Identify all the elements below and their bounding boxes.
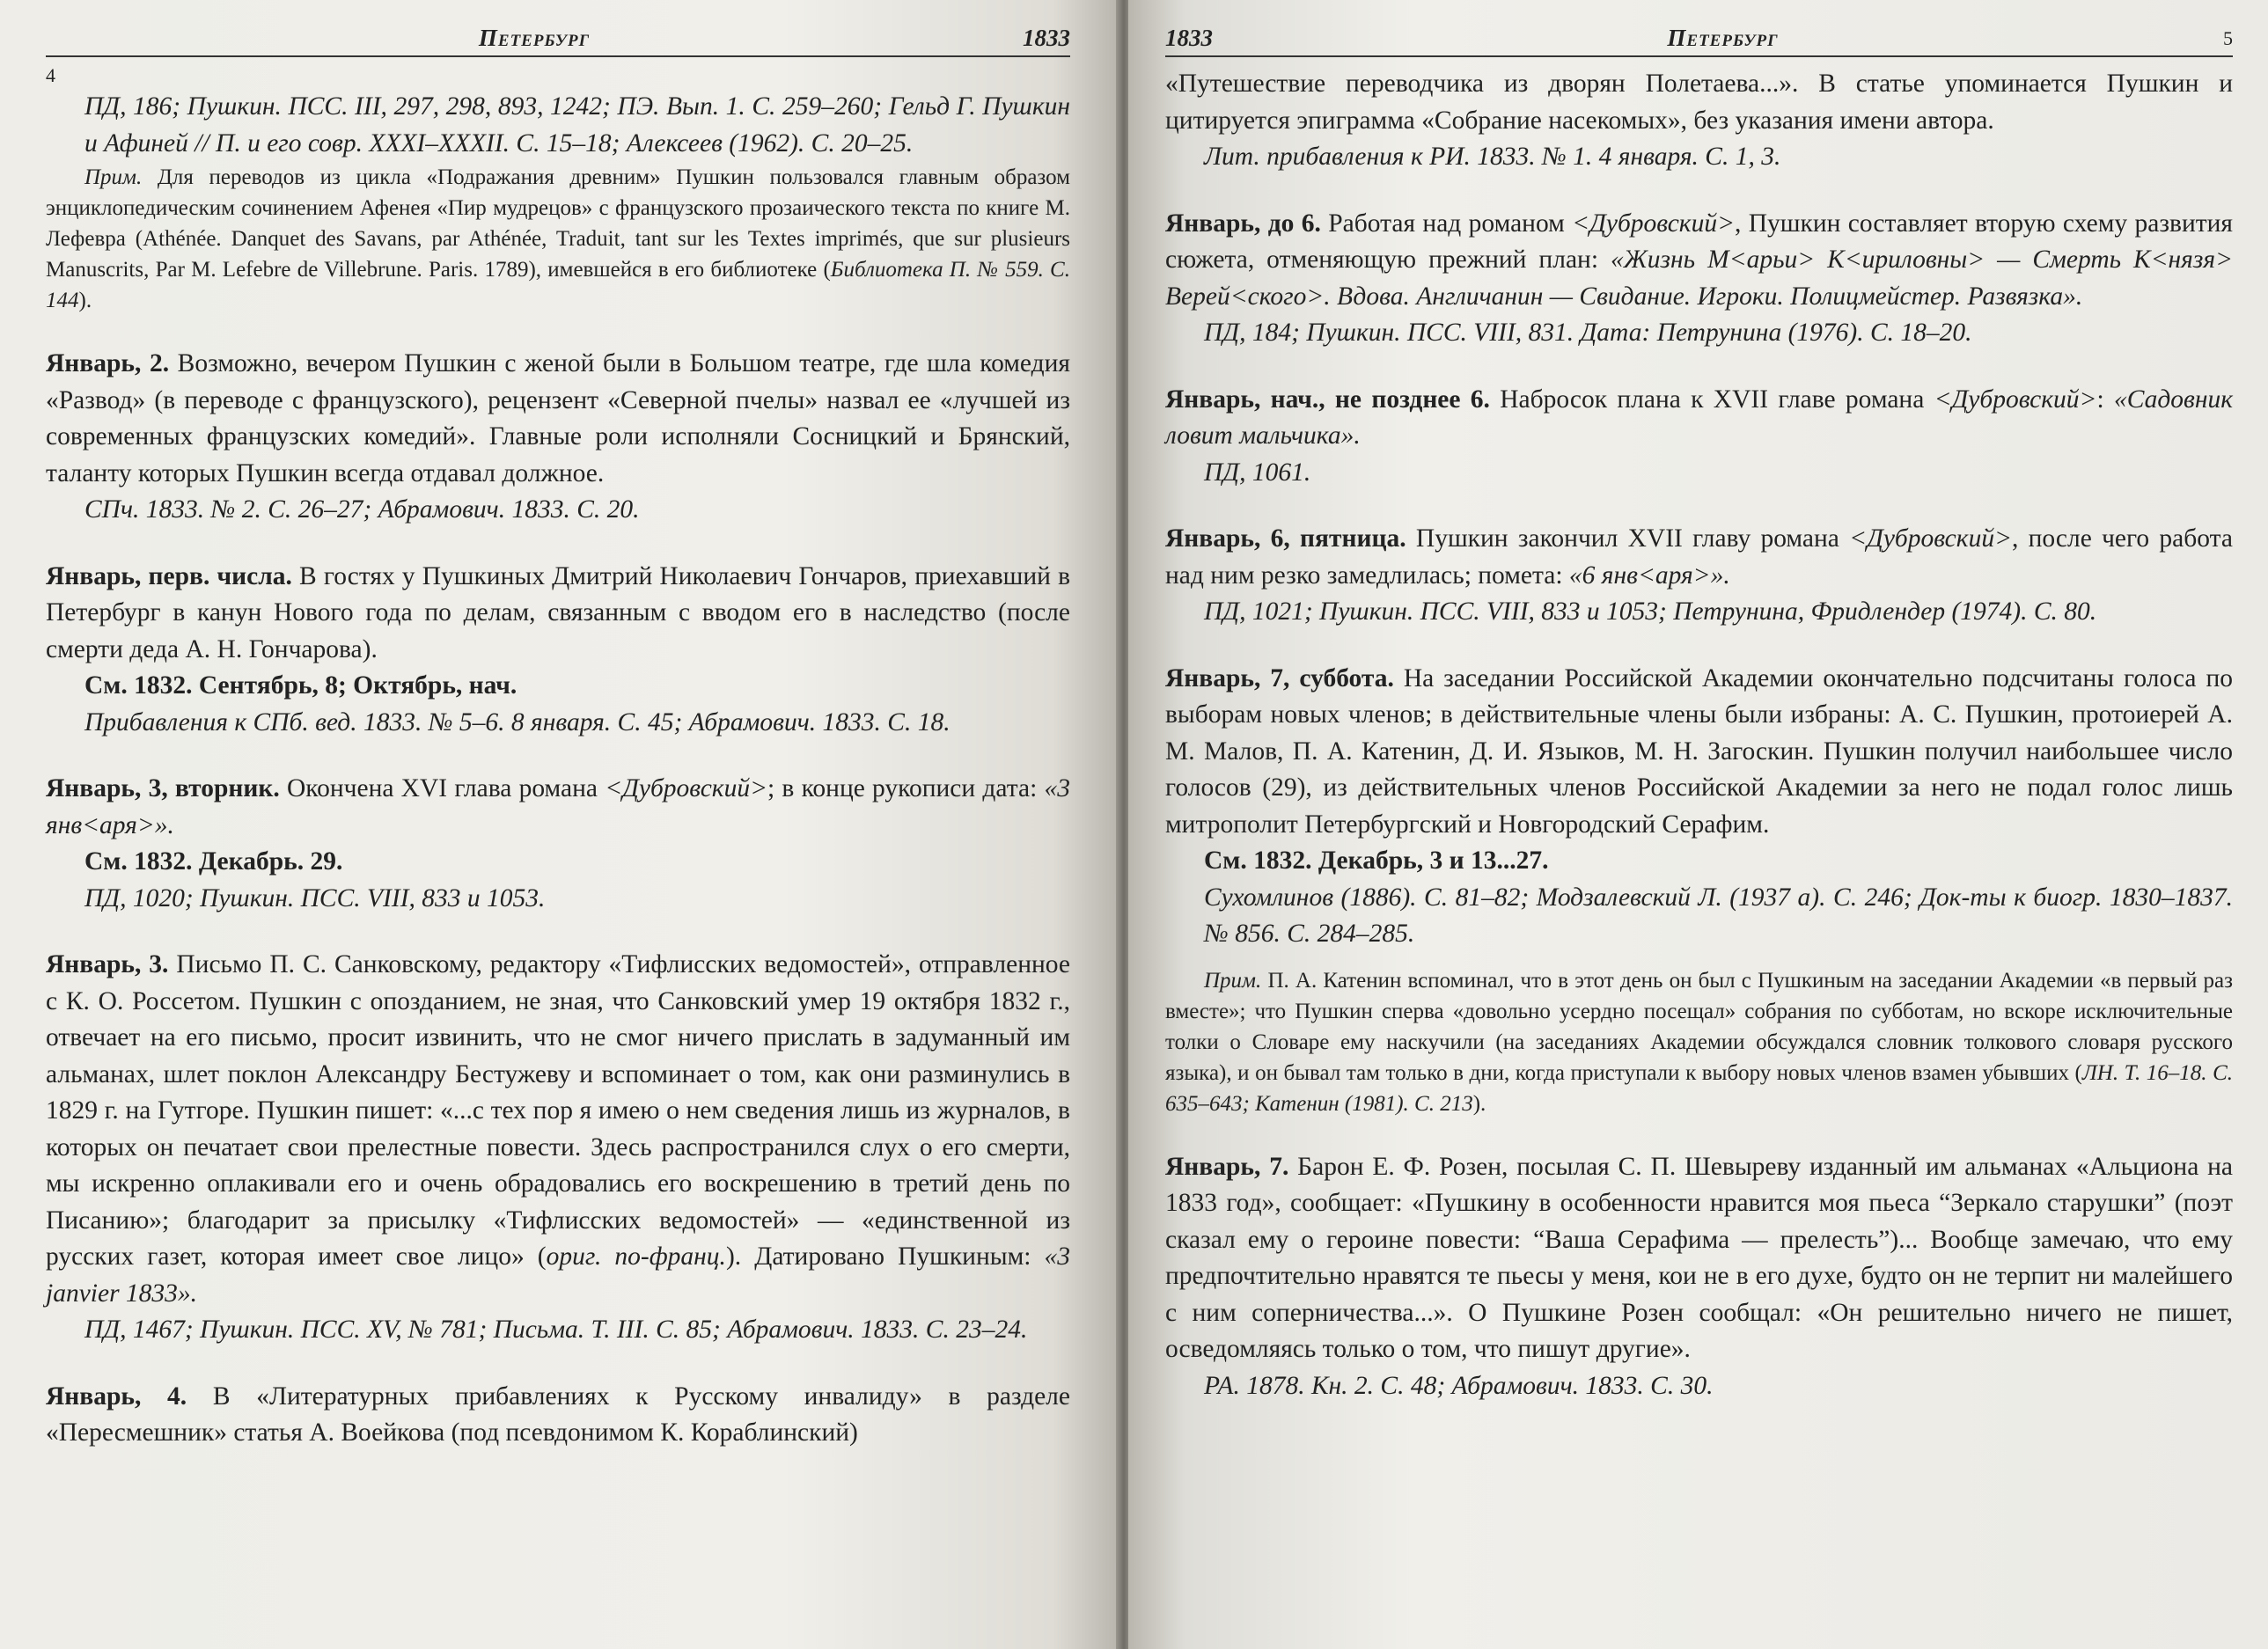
note-end: ).	[78, 289, 92, 312]
entry-text	[1165, 521, 2233, 594]
entry	[1165, 382, 2233, 492]
entry-body-italic-2: «3 janvier 1833».	[46, 1242, 1070, 1308]
entry-body-cont: ). Датировано Пушкиным:	[725, 1242, 1045, 1271]
note-label: Прим.	[84, 165, 143, 189]
entry-body-italic-2: «Садовник ловит мальчика».	[1165, 385, 2234, 450]
entry-date: Январь, 4.	[46, 1381, 187, 1411]
entry-text	[1165, 661, 2233, 844]
entry-date: Январь, перв. числа.	[46, 561, 292, 590]
entry	[46, 771, 1070, 917]
entry-body-italic: <Дубровский>	[1572, 209, 1735, 238]
entry-date: Январь, 6, пятница.	[1165, 524, 1406, 553]
entry-text	[46, 1379, 1070, 1452]
entry-text	[46, 346, 1070, 492]
entry-date: Январь, до 6.	[1165, 209, 1321, 238]
entry-body: Барон Е. Ф. Розен, посылая С. П. Шевыреву изданный им альманах «Альциона на 1833 год», сообщает: «Пушкину в особенности нравится моя пьеса “Зеркало старушки” (поэт сказал ему о героине повести: “Ваша Серафима — прелесть”)... Вообще замечаю, что ему предпочтительно нравятся те пьесы у меня, кои не в его духе, будто он не терпит ни малейшего с ним соперничества...». О Пушкине Розен сообщал: «Он решительно ничего не пишет, осведомляясь только о том, что пишут другие».	[1165, 1152, 2233, 1363]
entry	[46, 1379, 1070, 1452]
entry-text	[1165, 1149, 2233, 1368]
entry-body: В гостях у Пушкиных Дмитрий Николаевич Гончаров, приехавший в Петербург в канун Нового года по делам, связанным с вводом его в наследство (после смерти деда А. Н. Гончарова).	[46, 561, 1070, 663]
entry-date: Январь, 7.	[1165, 1152, 1289, 1181]
entry-body-italic-2: «3 янв<аря>».	[46, 774, 1070, 839]
entry-body-cont: , после чего работа над ним резко замедлилась; помета:	[1165, 524, 2233, 590]
entry	[1165, 206, 2233, 352]
entry-reference: Лит. прибавления к РИ. 1833. № 1. 4 января. С. 1, 3.	[1204, 143, 1781, 171]
running-head	[46, 25, 1070, 57]
entry-date: Январь, 2.	[46, 349, 170, 377]
page-content	[46, 89, 1070, 1452]
entry	[1165, 66, 2233, 176]
page-number: 4	[46, 64, 55, 86]
entry-text	[46, 771, 1070, 844]
entry-body-cont: , Пушкин составляет вторую схему развития сюжета, отменяющую прежний план:	[1165, 209, 2233, 274]
page-content	[1165, 66, 2233, 1404]
entry	[46, 346, 1070, 529]
note-label: Прим.	[1204, 968, 1262, 993]
entry	[46, 947, 1070, 1349]
entry-date: Январь, нач., не позднее 6.	[1165, 385, 1490, 414]
entry-date: Январь, 7, суббота.	[1165, 663, 1394, 693]
note-end: ).	[1472, 1091, 1486, 1116]
entry-body: Письмо П. С. Санковскому, редактору «Тифлисских ведомостей», отправленное с К. О. Россетом. Пушкин с опозданием, не зная, что Санковский умер 19 октября 1832 г., отвечает на его письмо, просит извинить, что не смог ничего прислать в задуманный им альманах, шлет поклон Александру Бестужеву и вспоминает о том, как они разминулись в 1829 г. на Гутгоре. Пушкин пишет: «...с тех пор я имею о нем сведения лишь из журналов, в которых он печатает свои прелестные повести. Здесь распространился слух о его смерти, мы искренно оплакивали его и очень обрадовались его воскрешению в третий день по Писанию»; благодарит за присылку «Тифлисских ведомостей» — «единственной из русских газет, которая имеет свое лицо» (	[46, 950, 1071, 1271]
entry-body-italic: <Дубровский>	[1934, 385, 2097, 414]
entry-reference: РА. 1878. Кн. 2. С. 48; Абрамович. 1833. С. 30.	[1204, 1371, 1714, 1400]
entry-date: Январь, 3, вторник.	[46, 774, 280, 803]
running-head-title: Петербург	[1667, 25, 1779, 51]
entry-reference: ПД, 1021; Пушкин. ПСС. VIII, 833 и 1053; Петрунина, Фридлендер (1974). С. 80.	[1204, 597, 2097, 626]
entry-body: Окончена XVI глава романа	[286, 774, 606, 803]
entry-body: «Путешествие переводчика из дворян Полетаева...». В статье упоминается Пушкин и цитируется эпиграмма «Собрание насекомых», без указания имени автора.	[1165, 70, 2233, 135]
entry	[46, 559, 1070, 742]
entry-see-also: См. 1832. Декабрь, 3 и 13...27.	[1204, 846, 1549, 875]
page-number: 5	[2223, 27, 2233, 49]
entry-text	[46, 947, 1070, 1312]
entry-body: Работая над романом	[1328, 209, 1573, 238]
entry-body-cont: ; в конце рукописи дата:	[767, 774, 1045, 803]
entry-body: Возможно, вечером Пушкин с женой были в Большом театре, где шла комедия «Развод» (в переводе с французского), рецензент «Северной пчелы» назвал ее «лучшей из современных французских комедий». Главные роли исполняли Сосницкий и Брянский, таланту которых Пушкин всегда отдавал должное.	[46, 349, 1070, 487]
entry-see-also: См. 1832. Сентябрь, 8; Октябрь, нач.	[84, 671, 517, 700]
entry-body-italic: <Дубровский>	[605, 774, 768, 803]
entry-body-italic-2: «6 янв<аря>».	[1568, 561, 1730, 590]
entry-body-italic: <Дубровский>	[1849, 524, 2012, 553]
entry-text	[1165, 382, 2233, 455]
entry-body: В «Литературных прибавлениях к Русскому инвалиду» в разделе «Пересмешник» статья А. Воейкова (под псевдонимом К. Кораблинский)	[46, 1381, 1071, 1447]
running-head-year: 1833	[1022, 25, 1070, 51]
entry-body-italic: ориг. по-франц.	[546, 1242, 726, 1271]
entry-note	[46, 162, 1070, 316]
entry	[1165, 661, 2233, 1119]
entry-reference: ПД, 1467; Пушкин. ПСС. XV, № 781; Письма. Т. III. С. 85; Абрамович. 1833. С. 23–24.	[84, 1316, 1028, 1344]
entry	[46, 89, 1070, 316]
entry-see-also: См. 1832. Декабрь. 29.	[84, 847, 343, 876]
entry-reference: ПД, 184; Пушкин. ПСС. VIII, 831. Дата: Петрунина (1976). С. 18–20.	[1204, 319, 1972, 347]
entry-note	[1165, 965, 2233, 1119]
running-head-year: 1833	[1165, 25, 1213, 51]
entry-body-cont: :	[2096, 385, 2114, 414]
note-text: П. А. Катенин вспоминал, что в этот день он был с Пушкиным на заседании Академии «в первый раз вместе»; что Пушкин сперва «довольно усердно посещал» собрания по субботам, но вскоре исключительные толки о Словаре ему наскучили (на заседаниях Академии обсуждался словник толкового словаря русского языка), и он бывал там только в дни, когда приступали к выбору новых членов взамен убывших (	[1165, 968, 2234, 1085]
entry-body: Набросок плана к XVII главе романа	[1500, 385, 1934, 414]
entry-date: Январь, 3.	[46, 950, 169, 978]
entry-body: На заседании Российской Академии окончательно подсчитаны голоса по выборам новых членов; в действительные члены были избраны: А. С. Пушкин, протоиерей А. М. Малов, П. А. Катенин, Д. И. Языков, М. Н. Загоскин. Пушкин получил наибольшее число голосов (29), из действительных членов Российской Академии за него не подал голос лишь митрополит Петербургский и Новгородский Серафим.	[1165, 663, 2233, 839]
entry-reference: СПч. 1833. № 2. С. 26–27; Абрамович. 1833. С. 20.	[84, 495, 640, 524]
entry-reference: ПД, 186; Пушкин. ПСС. III, 297, 298, 893, 1242; ПЭ. Вып. 1. С. 259–260; Гельд Г. Пушкин и Афиней // П. и его совр. XXXI–XXXII. С. 15–18; Алексеев (1962). С. 20–25.	[84, 92, 1070, 158]
entry-reference: ПД, 1020; Пушкин. ПСС. VIII, 833 и 1053.	[84, 883, 546, 912]
entry-reference: Сухомлинов (1886). С. 81–82; Модзалевский Л. (1937 а). С. 246; Док-ты к биогр. 1830–1837. № 856. С. 284–285.	[1204, 883, 2233, 948]
entry-reference: ПД, 1061.	[1204, 458, 1311, 487]
entry-text	[1165, 206, 2233, 316]
entry-body-italic-2: «Жизнь М<арьи> К<ириловны> — Смерть К<нязя> Верей<ского>. Вдова. Англичанин — Свидание. Игроки. Полицмейстер. Развязка».	[1165, 246, 2234, 311]
entry-body: Пушкин закончил XVII главу романа	[1415, 524, 1850, 553]
entry	[1165, 1149, 2233, 1405]
entry-text	[46, 559, 1070, 669]
note-citation: ЛН. Т. 16–18. С. 635–643; Катенин (1981). С. 213	[1165, 1060, 2233, 1116]
right-page	[1128, 0, 2268, 1649]
entry	[1165, 521, 2233, 631]
left-page	[0, 0, 1119, 1649]
running-head-title: Петербург	[478, 25, 591, 51]
note-text: Для переводов из цикла «Подражания древним» Пушкин пользовался главным образом энциклопедическим сочинением Афенея «Пир мудрецов» с французского прозаического текста по книге М. Лефевра (Athénée. Danquet des Savans, par Athénée, Traduit, tant sur les Textes imprimés, que sur plusieurs Manuscrits, Par M. Lefebre de Villebrune. Paris. 1789), имевшейся в его библиотеке (	[46, 165, 1070, 282]
entry-reference: Прибавления к СПб. вед. 1833. № 5–6. 8 января. С. 45; Абрамович. 1833. С. 18.	[84, 707, 951, 737]
note-citation: Библиотека П. № 559. С. 144	[46, 258, 1070, 312]
